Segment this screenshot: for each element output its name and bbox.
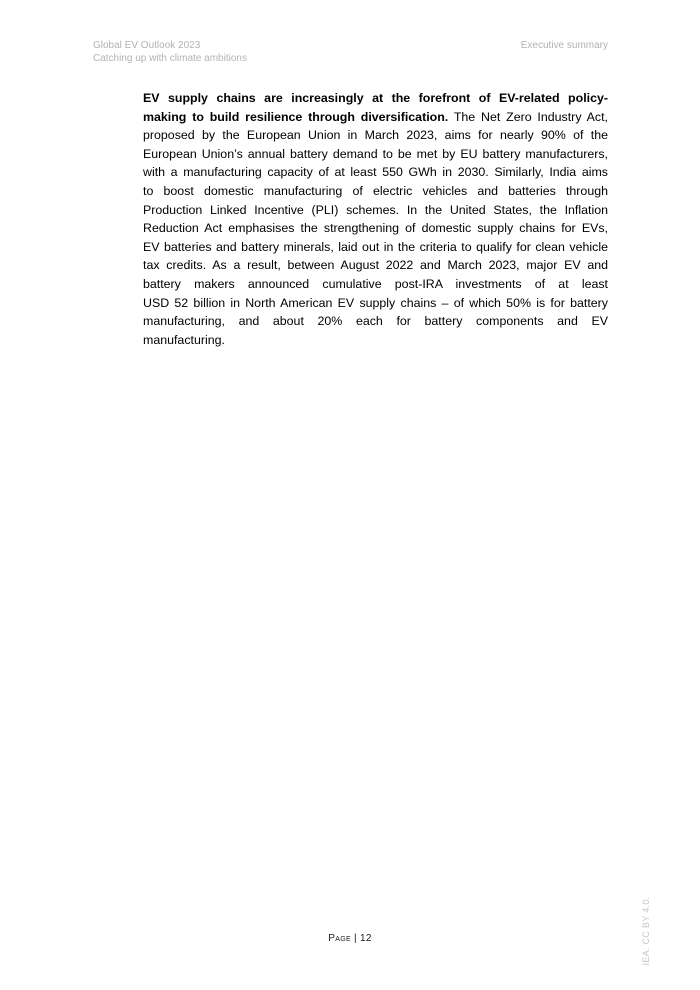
paragraph-line [143, 126, 608, 145]
text-segment: Production Linked Incentive (PLI) schemes. In the United States, the Inflation [143, 202, 608, 217]
paragraph-line [143, 201, 608, 220]
page-footer [0, 933, 700, 944]
text-segment: tax credits. As a result, between August 2022 and March 2023, major EV and [143, 258, 608, 273]
text-segment: EV batteries and battery minerals, laid out in the criteria to qualify for clean vehicle [143, 239, 608, 254]
text-segment: to boost domestic manufacturing of electric vehicles and batteries through [143, 183, 608, 198]
text-segment: EV supply chains are increasingly at the forefront of EV-related policy- [143, 91, 608, 105]
paragraph-line [143, 275, 608, 294]
text-segment: with a manufacturing capacity of at least 550 GWh in 2030. Similarly, India aims [143, 165, 608, 180]
body-paragraph [143, 89, 608, 349]
text-segment: manufacturing, and about 20% each for battery components and EV [143, 314, 608, 329]
paragraph-line [143, 238, 608, 257]
page-number-label: Page | 12 [328, 933, 372, 944]
section-title: Executive summary [520, 40, 608, 51]
text-segment: Reduction Act emphasises the strengthening of domestic supply chains for EVs, [143, 221, 608, 236]
text-segment: The Net Zero Industry Act, [448, 109, 608, 124]
text-segment: manufacturing. [143, 332, 225, 347]
text-segment: proposed by the European Union in March 2023, aims for nearly 90% of the [143, 128, 608, 143]
report-subtitle: Catching up with climate ambitions [93, 53, 247, 64]
paragraph-line [143, 89, 608, 108]
text-segment: USD 52 billion in North American EV supply chains – of which 50% is for battery [143, 295, 608, 310]
paragraph-line [143, 182, 608, 201]
text-segment: European Union’s annual battery demand to be met by EU battery manufacturers, [143, 146, 608, 161]
paragraph-line [143, 145, 608, 164]
paragraph-line [143, 331, 608, 350]
license-note: IEA. CC BY 4.0. [641, 896, 651, 966]
running-header-right [521, 39, 608, 52]
text-segment: battery makers announced cumulative post-IRA investments of at least [143, 276, 608, 291]
paragraph-line [143, 312, 608, 331]
text-segment: making to build resilience through diversification. [143, 109, 449, 124]
paragraph-line [143, 256, 608, 275]
paragraph-line [143, 163, 608, 182]
paragraph-line [143, 219, 608, 238]
running-header-left [93, 39, 247, 65]
paragraph-line [143, 294, 608, 313]
paragraph-line [143, 108, 608, 127]
report-title: Global EV Outlook 2023 [93, 40, 201, 51]
